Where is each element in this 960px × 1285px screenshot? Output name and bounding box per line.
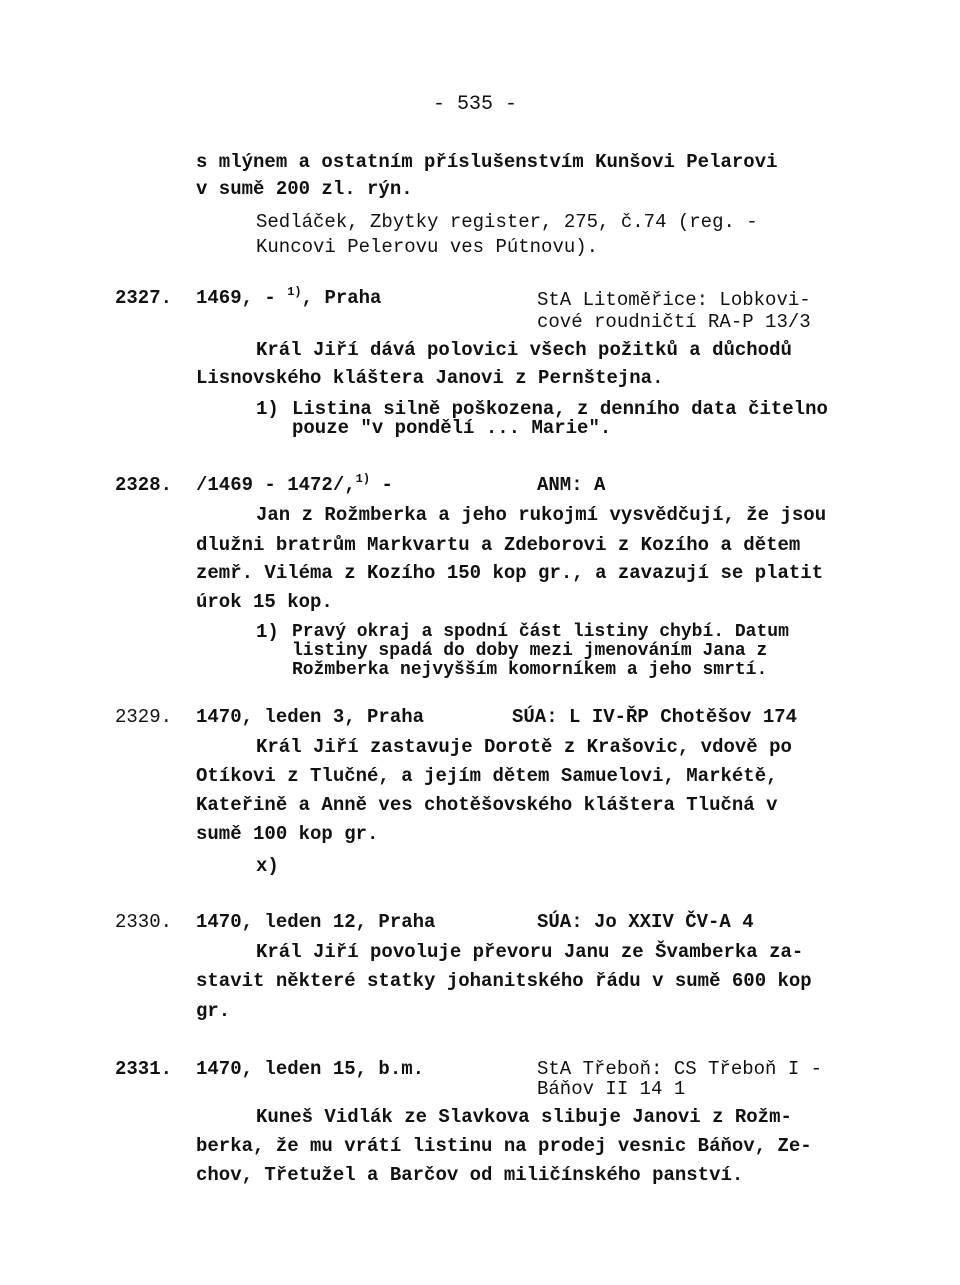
archive-line: SÚA: Jo XXIV ČV-A 4 xyxy=(537,911,754,933)
regest-line: berka, že mu vrátí listinu na prodej vesnic Báňov, Ze- xyxy=(196,1135,812,1157)
regest-line: Kateřině a Anně ves chotěšovského kláštera Tlučná v xyxy=(196,794,778,816)
archive-line: ANM: A xyxy=(537,474,606,496)
entry-date xyxy=(196,474,393,496)
regest-line: stavit některé statky johanitského řádu v sumě 600 kop xyxy=(196,970,812,992)
footnote-line: Rožmberka nejvyšším komorníkem a jeho smrtí. xyxy=(292,660,768,680)
regest-line: dlužni bratrům Markvartu a Zdeborovi z Kozího a dětem xyxy=(196,534,801,556)
footnote-line: listiny spadá do doby mezi jmenováním Jana z xyxy=(292,641,768,661)
entry-date: 1470, leden 3, Praha xyxy=(196,706,425,728)
entry-number: 2328. xyxy=(115,474,173,496)
archive-line: StA Třeboň: CS Třeboň I - xyxy=(537,1058,823,1080)
footnote-ref: 1) xyxy=(287,285,302,299)
regest-line: Lisnovského kláštera Janovi z Pernštejna. xyxy=(196,367,664,389)
regest-line: Král Jiří povoluje převoru Janu ze Švamberka za- xyxy=(256,941,804,963)
intro-source-line: Kuncovi Pelerovu ves Pútnovu). xyxy=(256,236,599,258)
archive-line: StA Litoměřice: Lobkovi- xyxy=(537,289,811,311)
regest-line: Jan z Rožmberka a jeho rukojmí vysvědčují, že jsou xyxy=(256,504,827,526)
archive-line: SÚA: L IV-ŘP Chotěšov 174 xyxy=(512,706,798,728)
critical-mark: x) xyxy=(256,855,279,877)
intro-source-line: Sedláček, Zbytky register, 275, č.74 (reg. - xyxy=(256,211,758,233)
footnote-line: pouze "v pondělí ... Marie". xyxy=(292,417,612,439)
entry-date: 1470, leden 15, b.m. xyxy=(196,1058,425,1080)
footnote-line: Pravý okraj a spodní část listiny chybí. Datum xyxy=(292,622,789,642)
entry-date: 1470, leden 12, Praha xyxy=(196,911,436,933)
footnote-line: Listina silně poškozena, z denního data čitelno xyxy=(292,398,828,420)
intro-line: s mlýnem a ostatním příslušenstvím Kunšovi Pelarovi xyxy=(196,151,778,173)
archive-line: cové roudničtí RA-P 13/3 xyxy=(537,311,811,333)
footnote-mark: 1) xyxy=(256,621,279,643)
entry-date-suffix: - xyxy=(370,474,393,496)
entry-number: 2331. xyxy=(115,1058,173,1080)
entry-number: 2329. xyxy=(115,706,173,728)
entry-number: 2330. xyxy=(115,911,173,933)
regest-line: Král Jiří zastavuje Dorotě z Krašovic, vdově po xyxy=(256,736,792,758)
entry-date-prefix: 1469, - xyxy=(196,287,276,309)
entry-number: 2327. xyxy=(115,287,173,309)
regest-line: chov, Třetužel a Barčov od miličínského panství. xyxy=(196,1164,744,1186)
regest-line: úrok 15 kop. xyxy=(196,591,333,613)
entry-date-prefix: /1469 - 1472/, xyxy=(196,474,356,496)
entry-date-suffix: , Praha xyxy=(301,287,382,309)
regest-line: zemř. Viléma z Kozího 150 kop gr., a zavazují se platit xyxy=(196,562,824,584)
archive-line: Báňov II 14 1 xyxy=(537,1078,686,1100)
intro-line: v sumě 200 zl. rýn. xyxy=(196,178,413,200)
regest-line: Otíkovi z Tlučné, a jejím dětem Samuelovi, Markétě, xyxy=(196,765,778,787)
regest-line: gr. xyxy=(196,1000,231,1022)
footnote-ref: 1) xyxy=(355,472,371,486)
page-number: - 535 - xyxy=(433,93,518,116)
entry-date xyxy=(196,287,381,309)
footnote-mark: 1) xyxy=(256,398,279,420)
regest-line: Kuneš Vidlák ze Slavkova slibuje Janovi z Rožm- xyxy=(256,1106,792,1128)
regest-line: sumě 100 kop gr. xyxy=(196,823,379,845)
regest-line: Král Jiří dává polovici všech požitků a důchodů xyxy=(256,339,792,361)
